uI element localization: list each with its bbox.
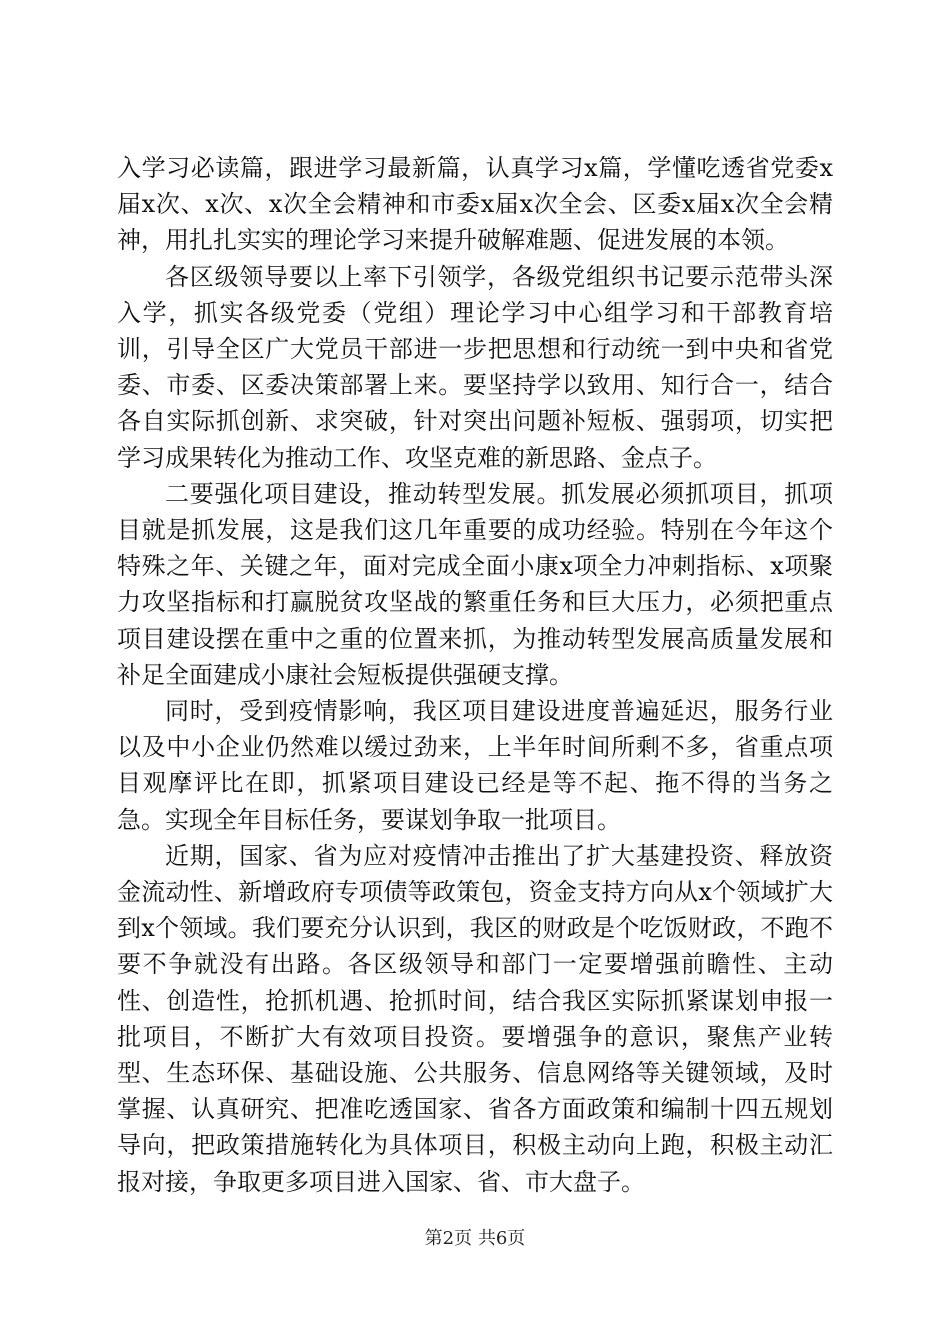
document-body	[117, 150, 833, 1200]
page-number-footer: 第2页 共6页	[424, 1228, 526, 1249]
paragraph-1: 入学习必读篇，跟进学习最新篇，认真学习x篇，学懂吃透省党委x届x次、x次、x次全会精神和市委x届x次全会、区委x届x次全会精神，用扎扎实实的理论学习来提升破解难题、促进发展的本领。	[117, 154, 833, 255]
paragraph-4: 同时，受到疫情影响，我区项目建设进度普遍延迟，服务行业以及中小企业仍然难以缓过劲来，上半年时间所剩不多，省重点项目观摩评比在即，抓紧项目建设已经是等不起、拖不得的当务之急。实现全年目标任务，要谋划争取一批项目。	[117, 697, 833, 834]
paragraph-3: 二要强化项目建设，推动转型发展。抓发展必须抓项目，抓项目就是抓发展，这是我们这几年重要的成功经验。特别在今年这个特殊之年、关键之年，面对完成全面小康x项全力冲刺指标、x项聚力攻坚指标和打赢脱贫攻坚战的繁重任务和巨大压力，必须把重点项目建设摆在重中之重的位置来抓，为推动转型发展高质量发展和补足全面建成小康社会短板提供强硬支撑。	[117, 479, 833, 689]
paragraph-5: 近期，国家、省为应对疫情冲击推出了扩大基建投资、释放资金流动性、新增政府专项债等政策包，资金支持方向从x个领域扩大到x个领域。我们要充分认识到，我区的财政是个吃饭财政，不跑不要不争就没有出路。各区级领导和部门一定要增强前瞻性、主动性、创造性，抢抓机遇、抢抓时间，结合我区实际抓紧谋划申报一批项目，不断扩大有效项目投资。要增强争的意识，聚焦产业转型、生态环保、基础设施、公共服务、信息网络等关键领域，及时掌握、认真研究、把准吃透国家、省各方面政策和编制十四五规划导向，把政策措施转化为具体项目，积极主动向上跑，积极主动汇报对接，争取更多项目进入国家、省、市大盘子。	[117, 841, 833, 1196]
paragraph-2: 各区级领导要以上率下引领学，各级党组织书记要示范带头深入学，抓实各级党委（党组）理论学习中心组学习和干部教育培训，引导全区广大党员干部进一步把思想和行动统一到中央和省党委、市委、区委决策部署上来。要坚持学以致用、知行合一，结合各自实际抓创新、求突破，针对突出问题补短板、强弱项，切实把学习成果转化为推动工作、攻坚克难的新思路、金点子。	[117, 262, 833, 472]
